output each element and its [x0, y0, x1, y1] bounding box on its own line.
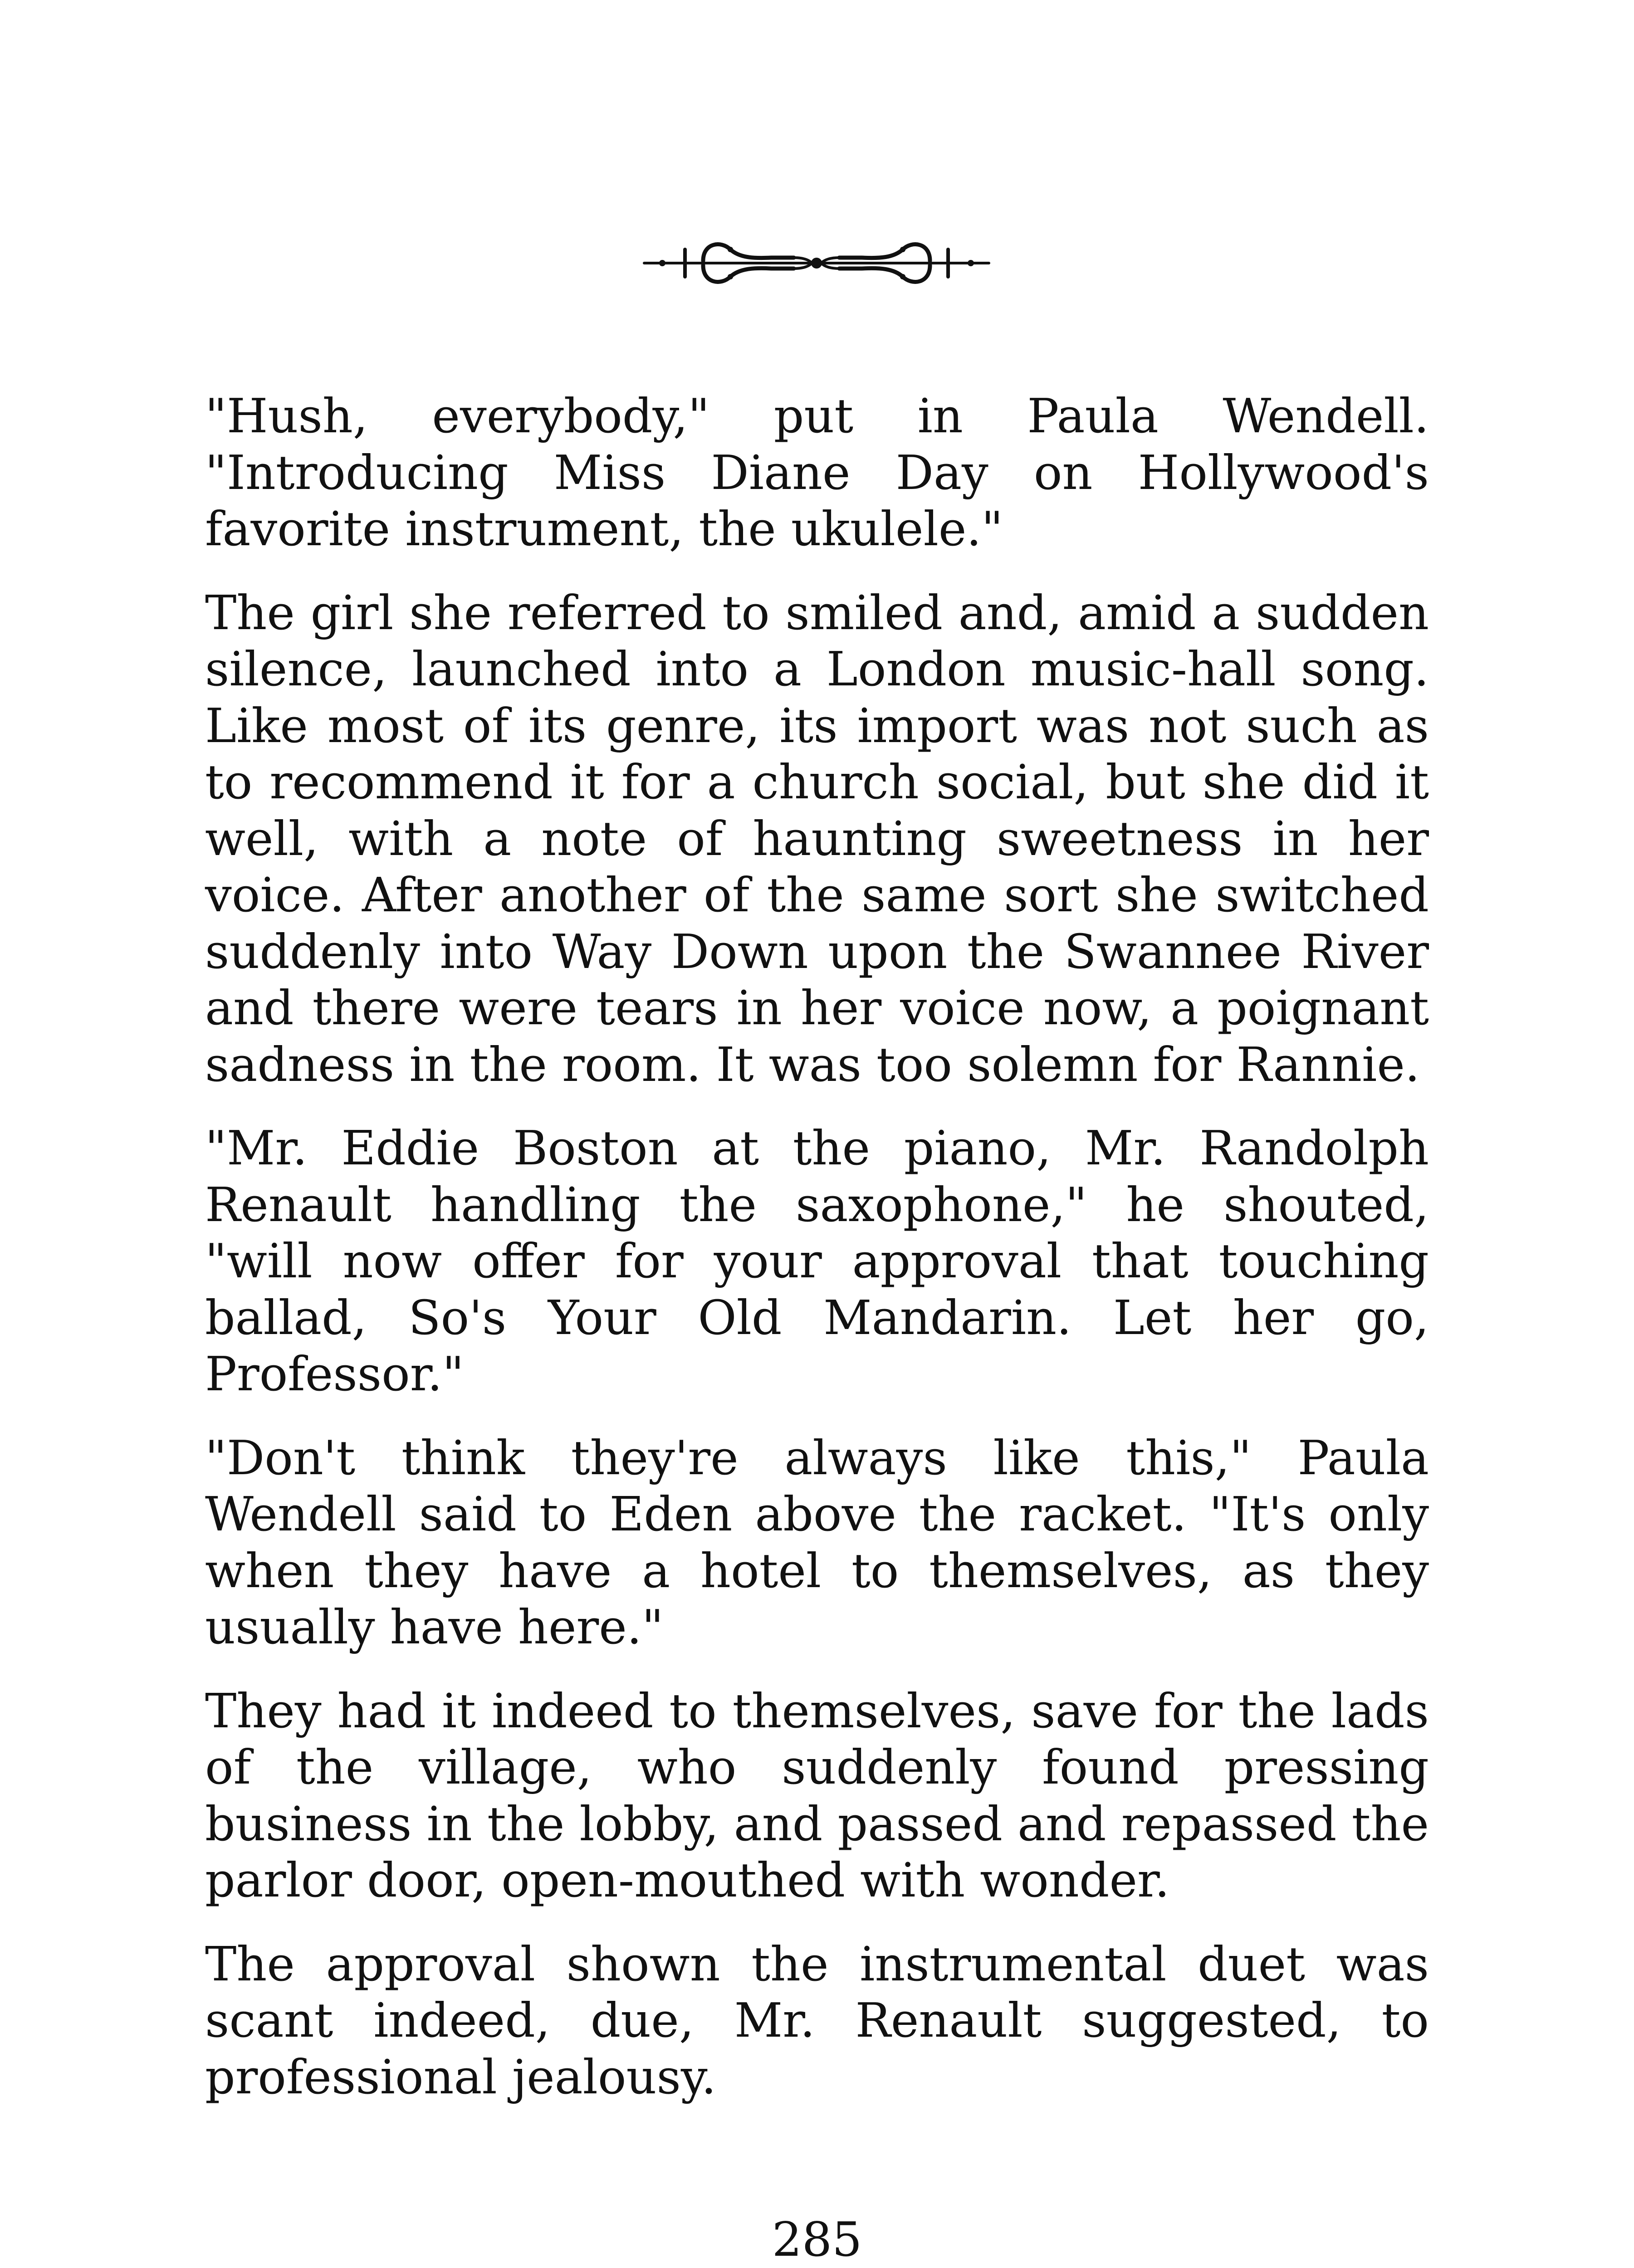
- page-number: 285: [772, 2212, 862, 2267]
- paragraph-2: The girl she referred to smiled and, amid a sudden silence, launched into a London music-hall song. Like most of its genre, its import was not such as to recommend it for a church social, but she did it well, with a note of haunting sweetness in her voice. After another of the same sort she switched suddenly into Way Down upon the Swannee River and there were tears in her voice now, a poignant sadness in the room. It was too solemn for Rannie.: [205, 585, 1429, 1092]
- page-body-text: [205, 388, 1429, 2132]
- scroll-divider-ornament-icon: [635, 218, 998, 308]
- paragraph-1: "Hush, everybody," put in Paula Wendell. "Introducing Miss Diane Day on Hollywood's favorite instrument, the ukulele.": [205, 388, 1429, 557]
- paragraph-5: They had it indeed to themselves, save for the lads of the village, who suddenly found pressing business in the lobby, and passed and repassed the parlor door, open-mouthed with wonder.: [205, 1683, 1429, 1908]
- paragraph-6: The approval shown the instrumental duet was scant indeed, due, Mr. Renault suggested, to professional jealousy.: [205, 1936, 1429, 2105]
- paragraph-4: "Don't think they're always like this," Paula Wendell said to Eden above the racket. "It's only when they have a hotel to themselves, as they usually have here.": [205, 1430, 1429, 1655]
- paragraph-3: "Mr. Eddie Boston at the piano, Mr. Randolph Renault handling the saxophone," he shouted, "will now offer for your approval that touching ballad, So's Your Old Mandarin. Let her go, Professor.": [205, 1120, 1429, 1402]
